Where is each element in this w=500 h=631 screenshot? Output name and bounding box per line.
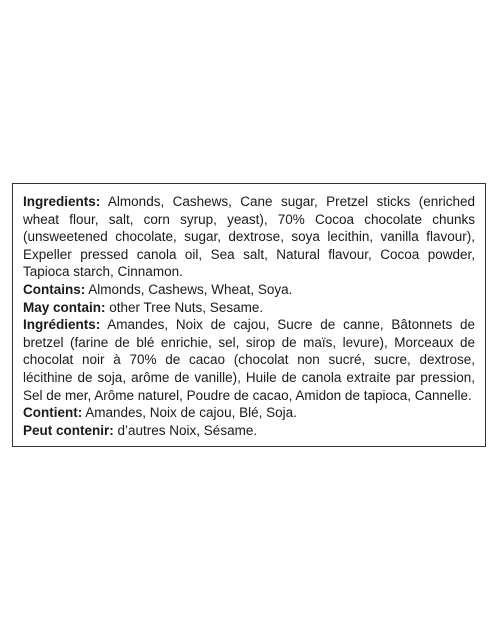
- contains-fr-paragraph: [23, 404, 475, 422]
- contains-fr-text: Amandes, Noix de cajou, Blé, Soja.: [82, 405, 297, 421]
- ingredients-fr-text: Amandes, Noix de cajou, Sucre de canne, Bâtonnets de bretzel (farine de blé enrichie, sel, sirop de maïs, levure), Morceaux de chocolat noir à 70% de cacao (chocolat non sucré, sucre, dextrose, lécithine de soja, arôme de vanille), Huile de canola extraite par pression, Sel de mer, Arôme naturel, Poudre de cacao, Amidon de tapioca, Cannelle.: [23, 317, 475, 403]
- may-contain-fr-heading: Peut contenir:: [23, 422, 114, 438]
- ingredients-en-text: Almonds, Cashews, Cane sugar, Pretzel sticks (enriched wheat flour, salt, corn syrup, yeast), 70% Cocoa chocolate chunks (unsweetened chocolate, sugar, dextrose, soya lecithin, vanilla flavour), Expeller pressed canola oil, Sea salt, Natural flavour, Cocoa powder, Tapioca starch, Cinnamon.: [23, 194, 475, 280]
- ingredients-en-heading: Ingredients:: [23, 194, 101, 209]
- ingredients-fr-paragraph: [23, 316, 475, 404]
- contains-en-heading: Contains:: [23, 281, 86, 297]
- contains-en-paragraph: [23, 281, 475, 299]
- contains-en-text: Almonds, Cashews, Wheat, Soya.: [85, 281, 293, 297]
- ingredients-fr-heading: Ingrédients:: [23, 317, 101, 333]
- may-contain-fr-text: d’autres Noix, Sésame.: [113, 422, 258, 438]
- may-contain-en-text: other Tree Nuts, Sesame.: [105, 299, 264, 315]
- may-contain-fr-paragraph: [23, 422, 475, 440]
- contains-fr-heading: Contient:: [23, 405, 83, 421]
- may-contain-en-heading: May contain:: [23, 299, 106, 315]
- ingredients-en-paragraph: [23, 193, 475, 281]
- ingredients-label-panel: [12, 183, 486, 447]
- may-contain-en-paragraph: [23, 299, 475, 317]
